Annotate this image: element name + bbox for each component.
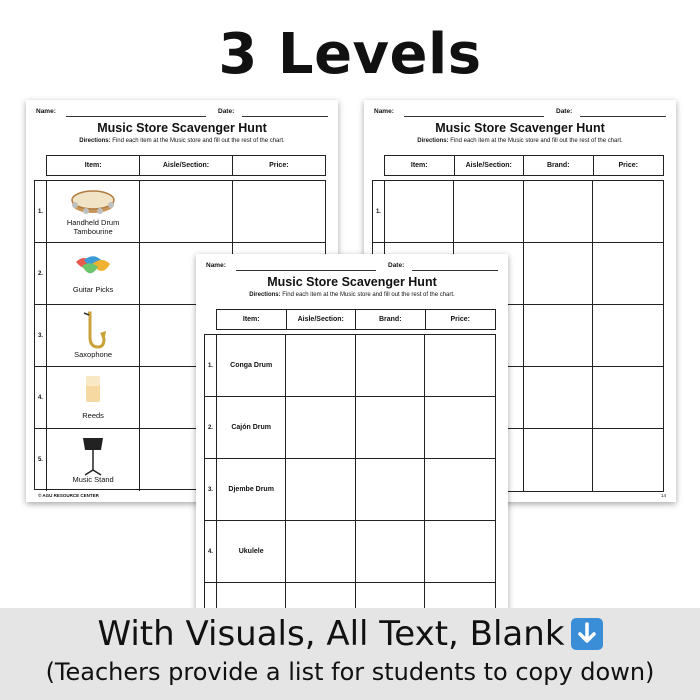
row-number: 2.	[35, 243, 47, 304]
table-body	[204, 334, 496, 634]
bottom-banner	[0, 608, 700, 700]
date-line	[580, 116, 666, 117]
worksheet-title: Music Store Scavenger Hunt	[435, 121, 605, 135]
headline: 3 Levels	[218, 22, 482, 87]
item-label: Saxophone	[74, 350, 113, 360]
date-line	[242, 116, 328, 117]
column-header: Aisle/Section:	[455, 156, 525, 175]
saxophone-image	[78, 311, 108, 351]
table-header	[46, 155, 326, 176]
item-label: Ukulele	[217, 521, 287, 582]
date-line	[412, 270, 498, 271]
name-line	[404, 116, 544, 117]
row-number: 1.	[373, 181, 385, 242]
item-label: Conga Drum	[217, 335, 287, 396]
item-label: Reeds	[82, 411, 104, 421]
table-row	[205, 521, 495, 583]
table-row	[205, 335, 495, 397]
table-row	[205, 397, 495, 459]
column-header: Item:	[217, 310, 287, 329]
name-line	[66, 116, 206, 117]
column-header: Brand:	[356, 310, 426, 329]
column-header: Price:	[618, 162, 638, 169]
table-row	[373, 181, 663, 243]
item-label: Djembe Drum	[217, 459, 287, 520]
worksheet-directions: Directions: Find each item at the Music store and fill out the rest of the chart.	[417, 138, 623, 144]
column-header: Item:	[47, 156, 140, 175]
page-number: 14	[660, 493, 666, 498]
name-label: Name:	[374, 108, 394, 115]
item-label: Cajón Drum	[217, 397, 287, 458]
row-number: 1.	[205, 335, 217, 396]
worksheet-directions: Directions: Find each item at the Music store and fill out the rest of the chart.	[249, 292, 455, 298]
row-number: 2.	[205, 397, 217, 458]
name-label: Name:	[36, 108, 56, 115]
column-header: Brand:	[524, 156, 594, 175]
name-label: Name:	[206, 262, 226, 269]
name-line	[236, 270, 376, 271]
worksheet-directions: Directions: Find each item at the Music store and fill out the rest of the chart.	[79, 138, 285, 144]
column-header: Item:	[385, 156, 455, 175]
row-number: 4.	[205, 521, 217, 582]
row-number: 3.	[35, 305, 47, 366]
table-header	[384, 155, 664, 176]
table-row	[35, 181, 325, 243]
table-header	[216, 309, 496, 330]
row-number: 1.	[35, 181, 47, 242]
column-header: Price:	[269, 162, 289, 169]
guitar-picks-image	[72, 252, 114, 282]
row-number: 5.	[35, 429, 47, 491]
table-row	[205, 459, 495, 521]
reeds-image	[83, 374, 103, 404]
worksheet-title: Music Store Scavenger Hunt	[97, 121, 267, 135]
music-stand-image	[80, 436, 106, 476]
column-header: Price:	[450, 316, 470, 323]
tambourine-image	[69, 187, 117, 217]
worksheet-text	[196, 254, 508, 634]
column-header: Aisle/Section:	[287, 310, 357, 329]
date-label: Date:	[218, 108, 235, 115]
row-number: 3.	[205, 459, 217, 520]
banner-line-1: With Visuals, All Text, Blank	[97, 614, 565, 654]
date-label: Date:	[556, 108, 573, 115]
worksheet-title: Music Store Scavenger Hunt	[267, 275, 437, 289]
column-header: Aisle/Section:	[140, 156, 232, 175]
down-arrow-icon	[571, 618, 603, 650]
banner-line-2: (Teachers provide a list for students to copy down)	[45, 658, 655, 686]
date-label: Date:	[388, 262, 405, 269]
item-label: Handheld Drum Tambourine	[66, 218, 120, 236]
item-label: Music Stand	[72, 474, 114, 484]
copyright: © AGU RESOURCE CENTER	[38, 493, 99, 498]
row-number: 4.	[35, 367, 47, 428]
item-label: Guitar Picks	[72, 285, 114, 295]
